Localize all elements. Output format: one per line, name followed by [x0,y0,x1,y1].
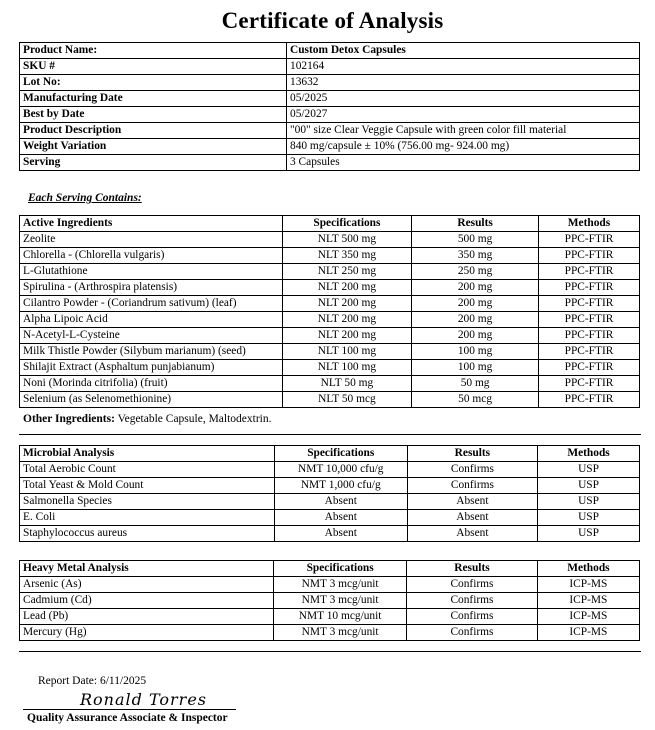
row-result: Confirms [407,593,538,609]
column-header: Results [412,216,539,232]
column-header: Specifications [274,561,407,577]
row-specification: NMT 10,000 cfu/g [274,462,407,478]
table-row [20,494,640,510]
info-value: 13632 [287,75,640,91]
product-info-table [19,42,640,171]
row-name: Total Yeast & Mold Count [20,478,275,494]
row-result: Confirms [407,625,538,641]
inspector-title: Quality Assurance Associate & Inspector [27,712,228,724]
table-row [20,577,640,593]
row-name: Cadmium (Cd) [20,593,274,609]
row-name: L-Glutathione [20,264,283,280]
table-row [20,296,640,312]
row-result: 200 mg [412,328,539,344]
row-name: Chlorella - (Chlorella vulgaris) [20,248,283,264]
row-method: USP [538,478,640,494]
row-name: Shilajit Extract (Asphaltum punjabianum) [20,360,283,376]
row-specification: NLT 100 mg [282,344,412,360]
report-date: Report Date: 6/11/2025 [38,675,147,687]
table-row [20,462,640,478]
info-row [20,91,640,107]
row-name: Total Aerobic Count [20,462,275,478]
row-result: 250 mg [412,264,539,280]
info-label: Best by Date [20,107,287,123]
column-header: Methods [538,446,640,462]
row-result: 200 mg [412,312,539,328]
table-row [20,280,640,296]
row-name: Alpha Lipoic Acid [20,312,283,328]
microbial-analysis-table [19,445,640,542]
row-specification: NLT 200 mg [282,312,412,328]
info-label: SKU # [20,59,287,75]
info-row [20,43,640,59]
signature: Ronald Torres [80,690,208,709]
row-specification: NLT 200 mg [282,296,412,312]
info-label: Product Name: [20,43,287,59]
divider [19,651,641,652]
row-name: Salmonella Species [20,494,275,510]
row-method: PPC-FTIR [538,344,639,360]
row-result: Absent [407,526,537,542]
row-specification: NLT 200 mg [282,280,412,296]
row-result: Absent [407,510,537,526]
table-row [20,376,640,392]
row-name: Noni (Morinda citrifolia) (fruit) [20,376,283,392]
document-title: Certificate of Analysis [221,8,444,33]
row-specification: NMT 3 mcg/unit [274,593,407,609]
row-specification: NLT 200 mg [282,328,412,344]
other-ingredients-label: Other Ingredients: [23,413,115,425]
row-specification: NLT 50 mg [282,376,412,392]
row-specification: NMT 10 mcg/unit [274,609,407,625]
other-ingredients-value: Vegetable Capsule, Maltodextrin. [114,413,272,425]
row-result: 200 mg [412,296,539,312]
row-result: Confirms [407,577,538,593]
row-result: 50 mcg [412,392,539,408]
table-header-row [20,561,640,577]
row-result: 50 mg [412,376,539,392]
table-row [20,609,640,625]
table-row [20,232,640,248]
row-name: N-Acetyl-L-Cysteine [20,328,283,344]
column-header: Methods [538,216,639,232]
serving-label: Each Serving Contains: [28,192,142,204]
row-method: ICP-MS [537,577,639,593]
row-result: 100 mg [412,344,539,360]
row-method: ICP-MS [537,593,639,609]
row-name: E. Coli [20,510,275,526]
row-specification: NLT 250 mg [282,264,412,280]
row-name: Spirulina - (Arthrospira platensis) [20,280,283,296]
row-method: PPC-FTIR [538,376,639,392]
row-specification: NMT 1,000 cfu/g [274,478,407,494]
row-specification: NLT 100 mg [282,360,412,376]
row-name: Zeolite [20,232,283,248]
row-method: USP [538,494,640,510]
column-header: Heavy Metal Analysis [20,561,274,577]
table-row [20,360,640,376]
table-row [20,625,640,641]
row-method: ICP-MS [537,625,639,641]
row-method: PPC-FTIR [538,296,639,312]
row-specification: Absent [274,510,407,526]
row-method: PPC-FTIR [538,280,639,296]
other-ingredients [23,413,272,425]
column-header: Results [407,446,537,462]
table-row [20,248,640,264]
row-specification: NLT 500 mg [282,232,412,248]
row-name: Cilantro Powder - (Coriandrum sativum) (leaf) [20,296,283,312]
column-header: Active Ingredients [20,216,283,232]
column-header: Specifications [274,446,407,462]
row-method: PPC-FTIR [538,328,639,344]
info-value: 840 mg/capsule ± 10% (756.00 mg- 924.00 mg) [287,139,640,155]
row-method: USP [538,526,640,542]
table-header-row [20,216,640,232]
row-method: ICP-MS [537,609,639,625]
divider [19,434,641,435]
table-row [20,593,640,609]
row-result: Absent [407,494,537,510]
signature-line [23,709,236,710]
info-value: 05/2025 [287,91,640,107]
table-row [20,344,640,360]
info-row [20,155,640,171]
row-specification: Absent [274,494,407,510]
table-row [20,264,640,280]
table-row [20,478,640,494]
row-specification: Absent [274,526,407,542]
column-header: Microbial Analysis [20,446,275,462]
table-row [20,392,640,408]
row-result: Confirms [407,478,537,494]
row-specification: NMT 3 mcg/unit [274,577,407,593]
row-method: USP [538,462,640,478]
row-result: 500 mg [412,232,539,248]
row-result: Confirms [407,609,538,625]
row-method: PPC-FTIR [538,248,639,264]
row-method: PPC-FTIR [538,360,639,376]
info-label: Serving [20,155,287,171]
table-row [20,328,640,344]
info-row [20,107,640,123]
info-label: Weight Variation [20,139,287,155]
row-method: USP [538,510,640,526]
row-name: Staphylococcus aureus [20,526,275,542]
info-row [20,59,640,75]
info-label: Lot No: [20,75,287,91]
info-value: 102164 [287,59,640,75]
heavy-metal-table [19,560,640,641]
info-value: "00" size Clear Veggie Capsule with green color fill material [287,123,640,139]
info-label: Product Description [20,123,287,139]
table-row [20,312,640,328]
row-result: Confirms [407,462,537,478]
info-value: 3 Capsules [287,155,640,171]
row-specification: NLT 50 mcg [282,392,412,408]
table-row [20,526,640,542]
info-value: 05/2027 [287,107,640,123]
row-specification: NMT 3 mcg/unit [274,625,407,641]
row-specification: NLT 350 mg [282,248,412,264]
info-row [20,139,640,155]
column-header: Specifications [282,216,412,232]
table-header-row [20,446,640,462]
active-ingredients-table [19,215,640,408]
row-name: Arsenic (As) [20,577,274,593]
column-header: Methods [537,561,639,577]
row-name: Lead (Pb) [20,609,274,625]
row-result: 100 mg [412,360,539,376]
column-header: Results [407,561,538,577]
row-name: Selenium (as Selenomethionine) [20,392,283,408]
row-name: Milk Thistle Powder (Silybum marianum) (seed) [20,344,283,360]
row-result: 200 mg [412,280,539,296]
info-row [20,75,640,91]
table-row [20,510,640,526]
row-method: PPC-FTIR [538,392,639,408]
row-method: PPC-FTIR [538,264,639,280]
info-row [20,123,640,139]
info-value: Custom Detox Capsules [287,43,640,59]
info-label: Manufacturing Date [20,91,287,107]
row-name: Mercury (Hg) [20,625,274,641]
row-result: 350 mg [412,248,539,264]
row-method: PPC-FTIR [538,232,639,248]
row-method: PPC-FTIR [538,312,639,328]
